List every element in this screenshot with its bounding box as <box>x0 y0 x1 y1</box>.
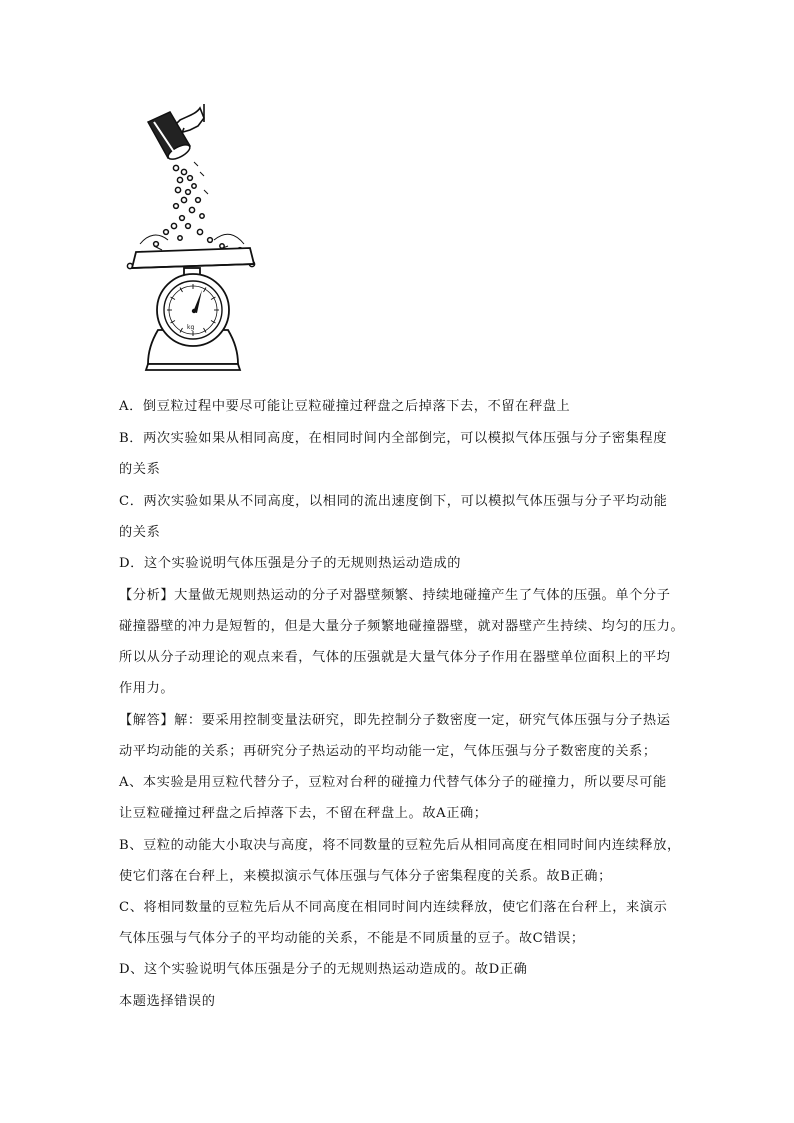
experiment-illustration <box>118 100 268 375</box>
scale-icon <box>132 248 254 370</box>
solution-line-3: A、本实验是用豆粒代替分子，豆粒对台秤的碰撞力代替气体分子的碰撞力，所以要尽可能 <box>119 775 667 790</box>
analysis-line-3: 所以从分子动理论的观点来看，气体的压强就是大量气体分子作用在器壁单位面积上的平均 <box>119 650 671 665</box>
dial-unit-label: kg <box>187 324 195 331</box>
solution-line-2: 动平均动能的关系；再研究分子热运动的平均动能一定，气体压强与分子数密度的关系； <box>119 744 657 759</box>
solution-line-8: 气体压强与气体分子的平均动能的关系，不能是不同质量的豆子。故C错误； <box>119 931 585 946</box>
analysis-line-1: 【分析】大量做无规则热运动的分子对器壁频繁、持续地碰撞产生了气体的压强。单个分子 <box>119 588 671 603</box>
option-b-line-1: B．两次实验如果从相同高度，在相同时间内全部倒完，可以模拟气体压强与分子密集程度 <box>119 431 667 446</box>
analysis-line-4: 作用力。 <box>119 681 175 696</box>
solution-line-9: D、这个实验说明气体压强是分子的无规则热运动造成的。故D正确 <box>119 962 528 977</box>
solution-line-5: B、豆粒的动能大小取决与高度，将不同数量的豆粒先后从相同高度在相同时间内连续释放， <box>119 838 681 853</box>
analysis-line-2: 碰撞器壁的冲力是短暂的，但是大量分子频繁地碰撞器壁，就对器壁产生持续、均匀的压力。 <box>119 619 685 634</box>
option-d: D．这个实验说明气体压强是分子的无规则热运动造成的 <box>119 556 462 571</box>
option-b-line-2: 的关系 <box>119 462 161 477</box>
option-c-line-1: C．两次实验如果从不同高度，以相同的流出速度倒下，可以模拟气体压强与分子平均动能 <box>119 494 668 509</box>
bean-motion-lines <box>140 162 244 250</box>
solution-line-1: 【解答】解：要采用控制变量法研究，即先控制分子数密度一定，研究气体压强与分子热运 <box>119 713 671 728</box>
solution-line-6: 使它们落在台秤上，来模拟演示气体压强与气体分子密集程度的关系。故B正确； <box>119 869 612 884</box>
scale-illustration-svg <box>118 100 268 375</box>
option-c-line-2: 的关系 <box>119 525 161 540</box>
solution-line-10: 本题选择错误的 <box>119 994 216 1009</box>
solution-line-4: 让豆粒碰撞过秤盘之后掉落下去，不留在秤盘上。故A正确； <box>119 806 488 821</box>
solution-line-7: C、将相同数量的豆粒先后从不同高度在相同时间内连续释放，使它们落在台秤上，来演示 <box>119 900 668 915</box>
option-a: A．倒豆粒过程中要尽可能让豆粒碰撞过秤盘之后掉落下去，不留在秤盘上 <box>119 399 571 414</box>
